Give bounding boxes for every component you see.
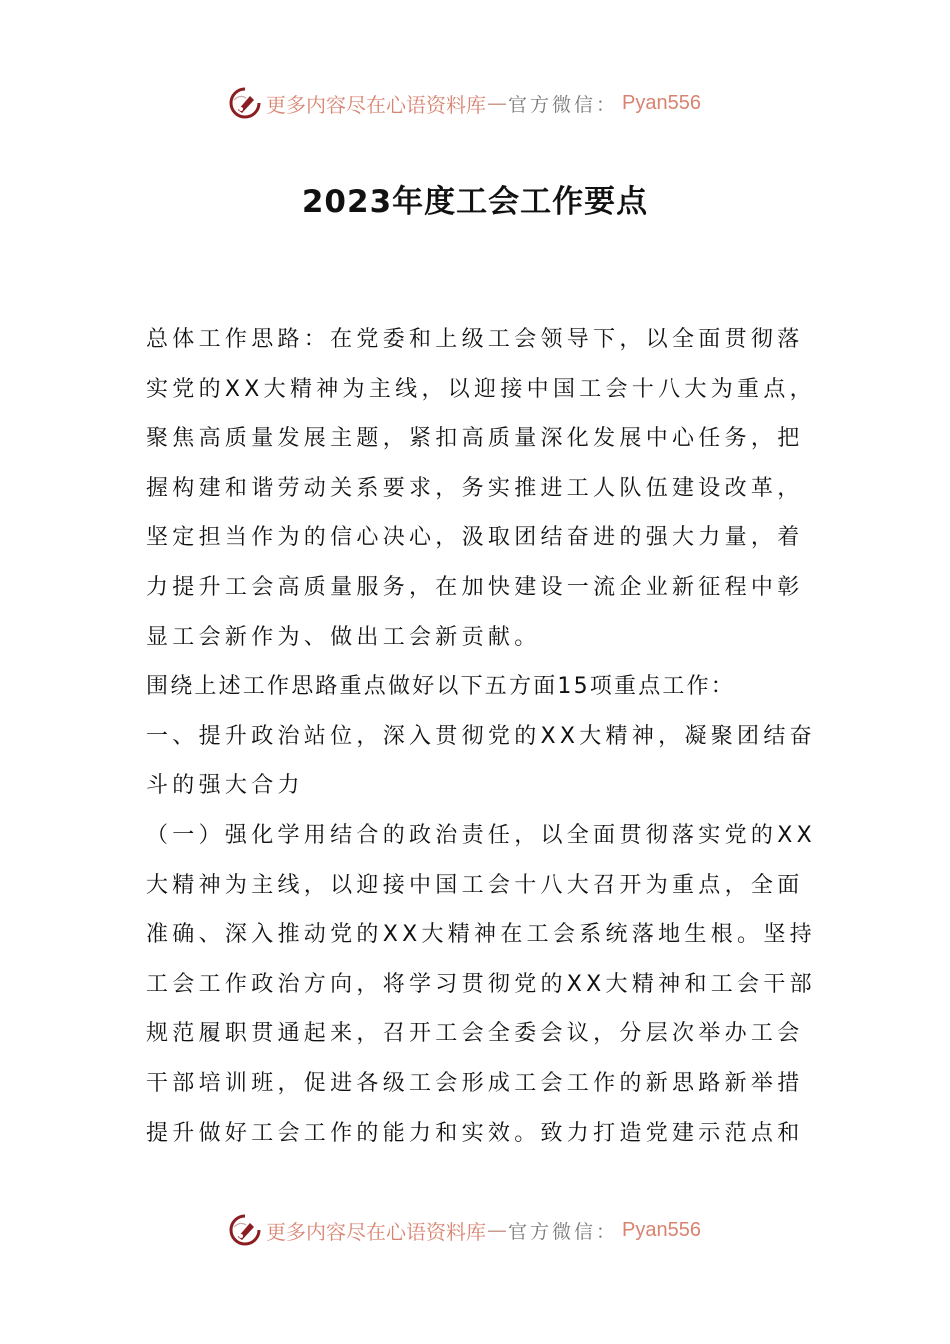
document-body [146, 315, 816, 1158]
pen-nib-circle-icon [228, 86, 262, 120]
watermark-dash: — [487, 91, 507, 115]
watermark-wechat-label: 官方微信： [508, 93, 619, 116]
footer-watermark [228, 1210, 701, 1250]
body-line: 聚焦高质量发展主题，紧扣高质量深化发展中心任务，把 [146, 426, 804, 452]
body-line: 准确、深入推动党的XX大精神在工会系统落地生根。坚持 [146, 922, 816, 948]
subsection-heading: （一）强化学用结合的政治责任，以全面贯彻落实党的XX [146, 822, 816, 848]
body-line: 规范履职贯通起来，召开工会全委会议，分层次举办工会 [146, 1021, 804, 1047]
watermark-dash: — [487, 1218, 507, 1242]
body-line: 握构建和谐劳动关系要求，务实推进工人队伍建设改革， [146, 475, 804, 501]
body-line: 力提升工会高质量服务，在加快建设一流企业新征程中彰 [146, 574, 804, 600]
body-line: 提升做好工会工作的能力和实效。致力打造党建示范点和 [146, 1120, 804, 1146]
pen-nib-circle-icon [228, 1213, 262, 1247]
body-line: 大精神为主线，以迎接中国工会十八大召开为重点，全面 [146, 872, 804, 898]
watermark-wechat-id: Pyan556 [622, 1218, 701, 1241]
body-line: 围绕上述工作思路重点做好以下五方面15项重点工作： [146, 674, 735, 700]
body-line: 显工会新作为、做出工会新贡献。 [146, 624, 541, 650]
section-heading: 斗的强大合力 [146, 773, 304, 799]
document-title: 2023年度工会工作要点 [301, 184, 649, 220]
body-line: 工会工作政治方向，将学习贯彻党的XX大精神和工会干部 [146, 971, 816, 997]
section-heading: 一、提升政治站位，深入贯彻党的XX大精神，凝聚团结奋 [146, 723, 816, 749]
body-line: 总体工作思路：在党委和上级工会领导下，以全面贯彻落 [146, 327, 804, 352]
watermark-wechat-label: 官方微信： [508, 1220, 619, 1243]
watermark-text: 更多内容尽在心语资料库 [266, 92, 486, 117]
body-line: 坚定担当作为的信心决心，汲取团结奋进的强大力量，着 [146, 525, 804, 551]
watermark-text: 更多内容尽在心语资料库 [266, 1219, 486, 1244]
body-line: 干部培训班，促进各级工会形成工会工作的新思路新举措 [146, 1070, 804, 1096]
body-line: 实党的XX大精神为主线，以迎接中国工会十八大为重点， [146, 376, 816, 402]
header-watermark [228, 83, 701, 123]
watermark-wechat-id: Pyan556 [622, 91, 701, 114]
